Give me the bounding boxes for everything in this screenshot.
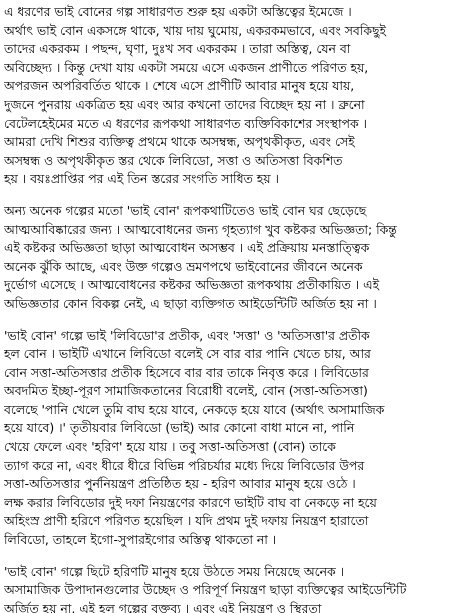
- text-line: হয় । বয়ঃপ্রাপ্তির পর এই তিন স্তরের সংগতি সাধিত হয় ।: [4, 171, 279, 187]
- text-line: এই কষ্টকর অভিজ্ঞতা ছাড়া আত্মবোধন অসম্ভব । এই প্রক্রিয়ায় মনস্তাত্ত্বিক: [4, 240, 370, 256]
- paragraph-libido-symbolism: [4, 327, 468, 550]
- text-line: অসম্বন্ধ ও অপৃথকীকৃত স্তর থেকে লিবিডো, সত্তা ও অতিসত্তা বিকশিত: [4, 152, 343, 168]
- text-line: হয়ে যাবে) ।' তৃতীয়বার লিবিডো (ভাই) আর কোনো বাধা মানে না, পানি: [4, 420, 355, 436]
- text-line: অনেক ঝুঁকি আছে, এবং উক্ত গল্পেও ভ্রমণপথে ভাইবোনের জীবনে অনেক: [4, 258, 363, 274]
- text-line: লিবিডো, তাহলে ইগো-সুপারইগোর অস্তিত্ব থাকতো না ।: [4, 532, 277, 548]
- text-line: 'ভাই বোন' গল্পে ভাই 'লিবিডো'র প্রতীক, এবং 'সত্তা' ও 'অতিসত্তা'র প্রতীক: [4, 327, 370, 343]
- text-line: অপরজন অপরিবর্তিত থাকে । শেষে এসে প্রাণীটি আবার মানুষ হয়ে যায়,: [4, 78, 355, 94]
- text-line: দুর্ভোগ এসেছে । আত্মবোধনের কষ্টকর অভিজ্ঞতা রূপকথায় প্রতীকায়িত । এই: [4, 277, 380, 293]
- text-line: অবদমিত ইচ্ছা-পূরণ সামাজিকতানের বিরোধী বলেই, বোন (সত্তা-অতিসত্তা): [4, 383, 368, 399]
- text-line: অর্জিত হয় না, এই হল গল্পের বক্তব্য । এবং এই নিয়ন্ত্রণ ও স্থিরতা: [4, 600, 322, 613]
- paragraph-self-discovery: [4, 202, 468, 314]
- text-line: খেয়ে ফেলে এবং 'হরিণ' হয়ে যায় । তবু সত্তা-অতিসত্তা (বোন) তাকে: [4, 439, 336, 455]
- text-line: আত্মআবিষ্কারের জন্য । আত্মবোধনের জন্য গৃহত্যাগ খুব কষ্টকর অভিজ্ঞতা; কিন্তু: [4, 221, 397, 237]
- text-line: বলেছে 'পানি খেলে তুমি বাঘ হয়ে যাবে, নেকড়ে হয়ে যাবে (অর্থাৎ অসামাজিক: [4, 401, 385, 417]
- text-line: ত্যাগ করে না, এবং ধীরে ধীরে বিভিন্ন পরিচর্যার মধ্যে দিয়ে লিবিডোর উপর: [4, 457, 365, 473]
- text-line: লক্ষ করার লিবিডোর দুই দফা নিয়ন্ত্রণের কারণে ভাইটি বাঘ বা নেকড়ে না হয়ে: [4, 494, 377, 510]
- text-line: তাদের একরকম । পছন্দ, ঘৃণা, দুঃখ সব একরকম । তারা অস্তিত্ব, যেন বা: [4, 41, 351, 57]
- text-line: অবিচ্ছেদ্য । কিন্তু দেখা যায় একটা সময়ে এসে একজন প্রাণীতে পরিণত হয়,: [4, 59, 369, 75]
- text-line: অভিজ্ঞতার কোন বিকল্প নেই, এ ছাড়া ব্যক্তিগত আইডেন্টিটি অর্জিত হয় না ।: [4, 295, 377, 311]
- paragraph-sibling-fairytale-intro: [4, 3, 468, 189]
- text-line: এ ধরণের ভাই বোনের গল্প সাধারণত শুরু হয় একটা অস্তিত্বের ইমেজে ।: [4, 4, 352, 19]
- text-line: আমরা দেখি শিশুর ব্যক্তিত্ব প্রথমে থাকে অসম্বন্ধ, অপৃথকীকৃত, এবং সেই: [4, 134, 355, 150]
- text-line: অন্য অনেক গল্পের মতো 'ভাই বোন' রূপকথাটিতেও ভাই বোন ঘর ছেড়েছে: [4, 202, 367, 218]
- text-line: অসামাজিক উপাদানগুলোর উচ্ছেদ ও পরিপূর্ণ নিয়ন্ত্রণ ছাড়া ব্যক্তিত্বের আইডেন্টিটি: [4, 582, 407, 598]
- text-line: বোন সত্তা-অতিসত্তার প্রতীক হিসেবে বার বার তাকে নিবৃত্ত করে । লিবিডোর: [4, 364, 369, 380]
- text-line: অর্থাৎ ভাই বোন একসঙ্গে থাকে, খায় দায় ঘুমোয়, একরকমভাবে, এবং সবকিছুই: [4, 22, 386, 38]
- text-line: 'ভাই বোন' গল্পে ছিটে হরিণটি মানুষ হয়ে উঠতে সময় নিয়েছে অনেক ।: [4, 563, 345, 579]
- paragraph-identity-conclusion: [4, 563, 468, 613]
- text-line: হল বোন । ভাইটি এখানে লিবিডো বলেই সে বার বার পানি খেতে চায়, আর: [4, 346, 371, 362]
- text-line: দুজনে পুনরায় একত্রিত হয় এবং আর কখনো তাদের বিচ্ছেদ হয় না । ব্রুনো: [4, 96, 365, 112]
- text-line: অহিংস্র প্রাণী হরিণে পরিণত হয়েছিল । যদি প্রথম দুই দফায় নিয়ন্ত্রণ হারাতো: [4, 513, 369, 529]
- text-line: সত্তা-অতিসত্তার পুর্ননিয়ন্ত্রণ প্রতিষ্ঠিত হয় - হরিণ আবার মানুষ হয়ে ওঠে ।: [4, 476, 356, 492]
- text-line: বেটেলহেইমের মতে এ ধরণের রূপকথা সাধারণত ব্যক্তিবিকাশের সংস্থাপক ।: [4, 115, 367, 131]
